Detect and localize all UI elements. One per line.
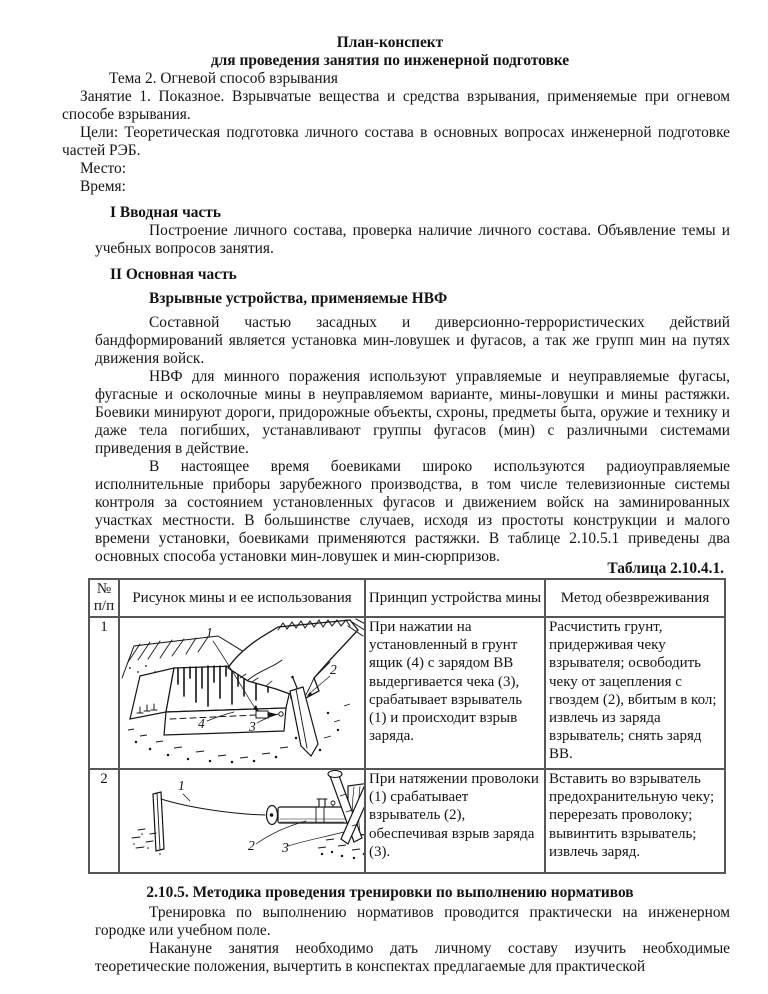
row1-principle-cell: При нажатии на установленный в грунт ящик (4) с зарядом ВВ выдергивается чека (3), срабатывает взрыватель (1) и происходит взрыв заряда. <box>365 617 545 769</box>
table-caption: Таблица 2.10.4.1. <box>607 560 724 577</box>
figure-label: 2 <box>330 662 337 677</box>
row1-figure-cell <box>119 617 365 769</box>
figure2-callouts <box>248 821 344 855</box>
row2-method-cell: Вставить во взрыватель предохранительную чеку; перерезать проволоку; вывинтить взрыватель; извлечь заряд. <box>545 769 725 873</box>
section3-paragraph-1: Тренировка по выполнению нормативов проводится практически на инженерном городке или учебном поле. <box>95 904 730 939</box>
figure-label: 1 <box>206 625 213 640</box>
figure-label: 3 <box>282 840 289 855</box>
mine-methods-table <box>88 578 726 874</box>
section1-heading: I Вводная часть <box>110 204 221 221</box>
section3-heading: 2.10.5. Методика проведения тренировки по выполнению нормативов <box>146 884 634 901</box>
row1-method-cell: Расчистить грунт, придерживая чеку взрывателя; освободить чеку от зацепления с гвоздем (2), вбитым в кол; извлечь из заряда взрыватель; снять заряд ВВ. <box>545 617 725 769</box>
row2-number: 2 <box>89 769 119 873</box>
section3-paragraph-2: Накануне занятия необходимо дать личному составу изучить необходимые теоретические положения, вычертить в конспектах предлагаемые для практической <box>95 940 730 975</box>
row2-figure-cell <box>119 769 365 873</box>
ground-texture <box>318 839 364 859</box>
figure-label: 2 <box>248 838 255 853</box>
tripwire-mine-figure <box>120 770 364 872</box>
section2-paragraph-2: НВФ для минного поражения используют управляемые и неуправляемые фугасы, фугасные и осколочные мины в неуправляемом варианте, мины-ловушки и мины растяжки. Боевики минируют дороги, придорожные объекты, схроны, предметы быта, оружие и технику и даже тела погибших, устанавливают группы фугасов (мин) с различными системами приведения в действие. <box>95 368 730 457</box>
doc-title-line1: План-конспект <box>336 34 444 51</box>
celi-paragraph: Цели: Теоретическая подготовка личного состава в основных вопросах инженерной подготовке частей РЭБ. <box>62 124 730 159</box>
table-header-row <box>89 579 725 617</box>
header-num: № п/п <box>89 579 119 617</box>
mesto-line: Место: <box>80 160 127 177</box>
row1-number: 1 <box>89 617 119 769</box>
tema-line: Тема 2. Огневой способ взрывания <box>109 70 338 87</box>
zanyatie-paragraph: Занятие 1. Показное. Взрывчатые вещества и средства взрывания, применяемые при огневом способе взрывания. <box>62 88 730 123</box>
table-row <box>89 617 725 769</box>
section2-paragraph-1: Составной частью засадных и диверсионно-террористических действий бандформирований является установка мин-ловушек и фугасов, а так же групп мин на путях движения войск. <box>95 314 730 367</box>
fuze-sketch <box>267 799 349 825</box>
vremya-line: Время: <box>80 178 126 195</box>
header-principle: Принцип устройства мины <box>365 579 545 617</box>
figure-label: 1 <box>178 778 185 793</box>
section2-paragraph-3: В настоящее время боевиками широко используются радиоуправляемые исполнительные приборы зарубежного производства, в том числе телевизионные системы контроля за состоянием установленных фугасов и движением войск на заминированных участках местности. В большинстве случаев, исходя из простоты конструкции и малого времени установки, боевиками применяются растяжки. В таблице 2.10.5.1 приведены два основных способа установки мин-ловушек и мин-сюрпризов. <box>95 458 730 565</box>
row2-principle-cell: При натяжении проволоки (1) срабатывает взрыватель (2), обеспечивая взрыв заряда (3). <box>365 769 545 873</box>
table-row <box>89 769 725 873</box>
section2-subheading: Взрывные устройства, применяемые НВФ <box>149 290 448 307</box>
tripwire-sketch <box>161 778 265 815</box>
figure-label: 4 <box>198 716 205 731</box>
figure-label: 3 <box>249 719 256 734</box>
section2-heading: II Основная часть <box>110 266 237 283</box>
header-method: Метод обезвреживания <box>545 579 725 617</box>
anchor-stake-sketch <box>132 792 164 855</box>
section1-paragraph: Построение личного состава, проверка наличие личного состава. Объявление темы и учебных вопросов занятия. <box>95 222 730 257</box>
header-figure: Рисунок мины и ее использования <box>119 579 365 617</box>
doc-title-line2: для проведения занятия по инженерной подготовке <box>210 52 570 69</box>
pressure-box-mine-figure <box>120 618 364 768</box>
